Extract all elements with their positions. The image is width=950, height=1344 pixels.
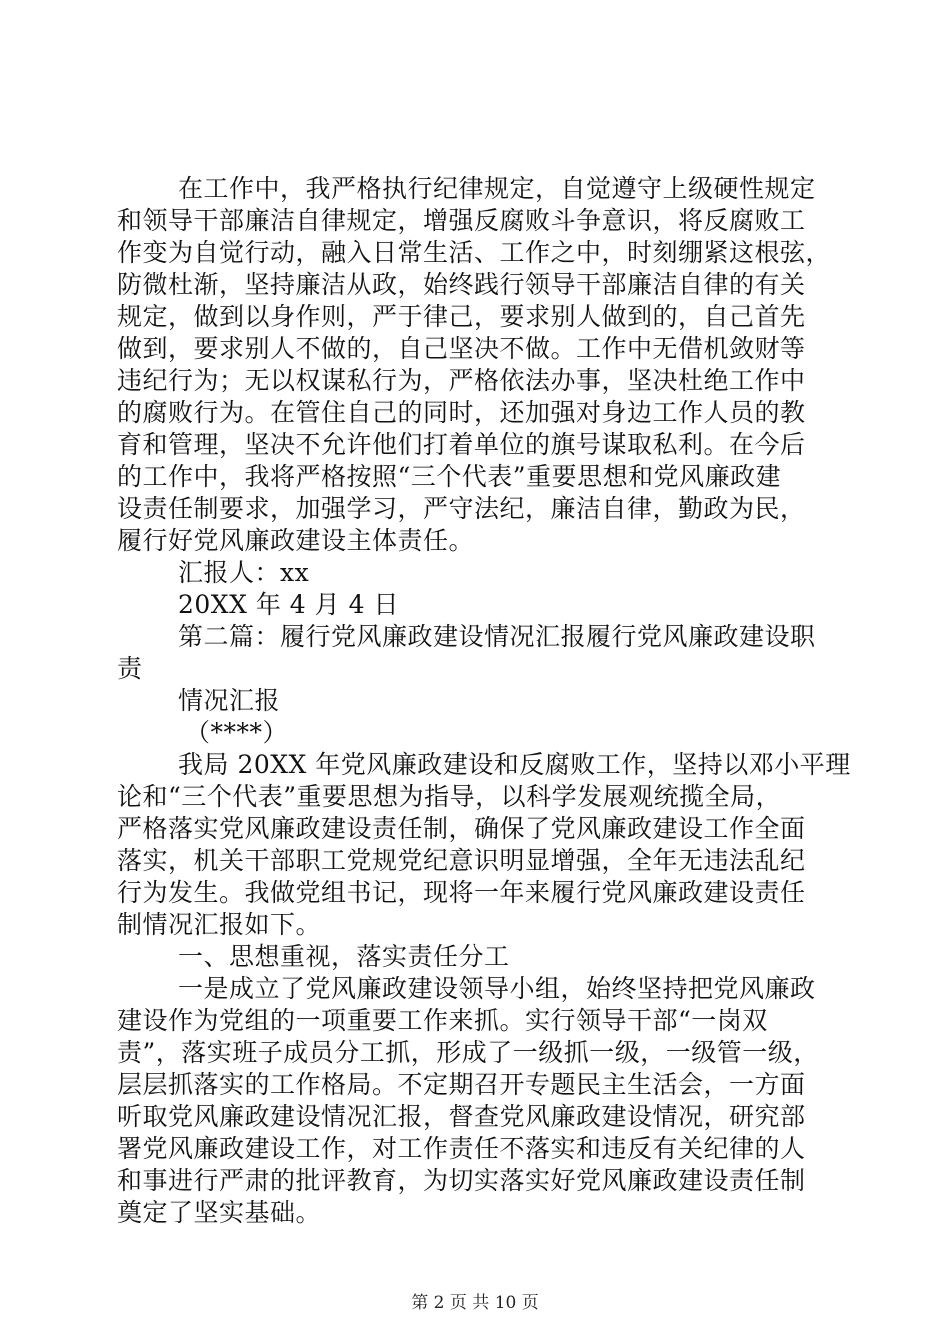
paragraph-line: 和事进行严肃的批评教育，为切实落实好党风廉政建设责任制 bbox=[117, 1166, 806, 1195]
paragraph-line: 听取党风廉政建设情况汇报，督查党风廉政建设情况，研究部 bbox=[117, 1102, 806, 1131]
paragraph-line: 建设作为党组的一项重要工作来抓。实行领导干部“一岗双 bbox=[117, 1006, 768, 1035]
paragraph-line: 论和“三个代表”重要思想为指导，以科学发展观统揽全局， bbox=[117, 782, 782, 811]
paragraph-line: 和领导干部廉洁自律规定，增强反腐败斗争意识，将反腐败工 bbox=[117, 206, 806, 235]
paragraph-line: 一是成立了党风廉政建设领导小组，始终坚持把党风廉政 bbox=[178, 974, 816, 1003]
section-heading-continued: 责 bbox=[117, 654, 143, 683]
author-placeholder: （****） bbox=[185, 718, 289, 747]
paragraph-line: 我局 20XX 年党风廉政建设和反腐败工作，坚持以邓小平理 bbox=[178, 750, 851, 779]
paragraph-line: 育和管理，坚决不允许他们打着单位的旗号谋取私利。在今后 bbox=[117, 430, 806, 459]
paragraph-line: 层层抓落实的工作格局。不定期召开专题民主生活会，一方面 bbox=[117, 1070, 806, 1099]
paragraph-line: 行为发生。我做党组书记，现将一年来履行党风廉政建设责任 bbox=[117, 878, 806, 907]
paragraph-line: 责”，落实班子成员分工抓，形成了一级抓一级，一级管一级， bbox=[117, 1038, 819, 1067]
date-line: 20XX 年 4 月 4 日 bbox=[178, 590, 399, 619]
paragraph-line: 做到，要求别人不做的，自己坚决不做。工作中无借机敛财等 bbox=[117, 334, 806, 363]
paragraph-line: 制情况汇报如下。 bbox=[117, 910, 322, 939]
paragraph-line: 严格落实党风廉政建设责任制，确保了党风廉政建设工作全面 bbox=[117, 814, 806, 843]
page-footer: 第 2 页 共 10 页 bbox=[411, 1293, 539, 1313]
reporter-line: 汇报人：xx bbox=[178, 558, 310, 587]
paragraph-line: 落实，机关干部职工党规党纪意识明显增强，全年无违法乱纪 bbox=[117, 846, 806, 875]
section-heading: 第二篇：履行党风廉政建设情况汇报履行党风廉政建设职 bbox=[178, 622, 816, 651]
paragraph-line: 履行好党风廉政建设主体责任。 bbox=[117, 526, 475, 555]
paragraph-line: 奠定了坚实基础。 bbox=[117, 1198, 322, 1227]
paragraph-line: 规定，做到以身作则，严于律己，要求别人做到的，自己首先 bbox=[117, 302, 806, 331]
paragraph-line: 设责任制要求，加强学习，严守法纪，廉洁自律，勤政为民， bbox=[117, 494, 806, 523]
paragraph-line: 的腐败行为。在管住自己的同时，还加强对身边工作人员的教 bbox=[117, 398, 806, 427]
subtitle: 情况汇报 bbox=[178, 686, 281, 715]
paragraph-line: 在工作中，我严格执行纪律规定，自觉遵守上级硬性规定 bbox=[178, 174, 816, 203]
paragraph-line: 署党风廉政建设工作，对工作责任不落实和违反有关纪律的人 bbox=[117, 1134, 806, 1163]
subsection-heading: 一、思想重视，落实责任分工 bbox=[178, 942, 510, 971]
paragraph-line: 作变为自觉行动，融入日常生活、工作之中，时刻绷紧这根弦， bbox=[117, 238, 832, 267]
paragraph-line: 的工作中，我将严格按照“三个代表”重要思想和党风廉政建 bbox=[117, 462, 782, 491]
paragraph-line: 违纪行为；无以权谋私行为，严格依法办事，坚决杜绝工作中 bbox=[117, 366, 806, 395]
paragraph-line: 防微杜渐，坚持廉洁从政，始终践行领导干部廉洁自律的有关 bbox=[117, 270, 806, 299]
